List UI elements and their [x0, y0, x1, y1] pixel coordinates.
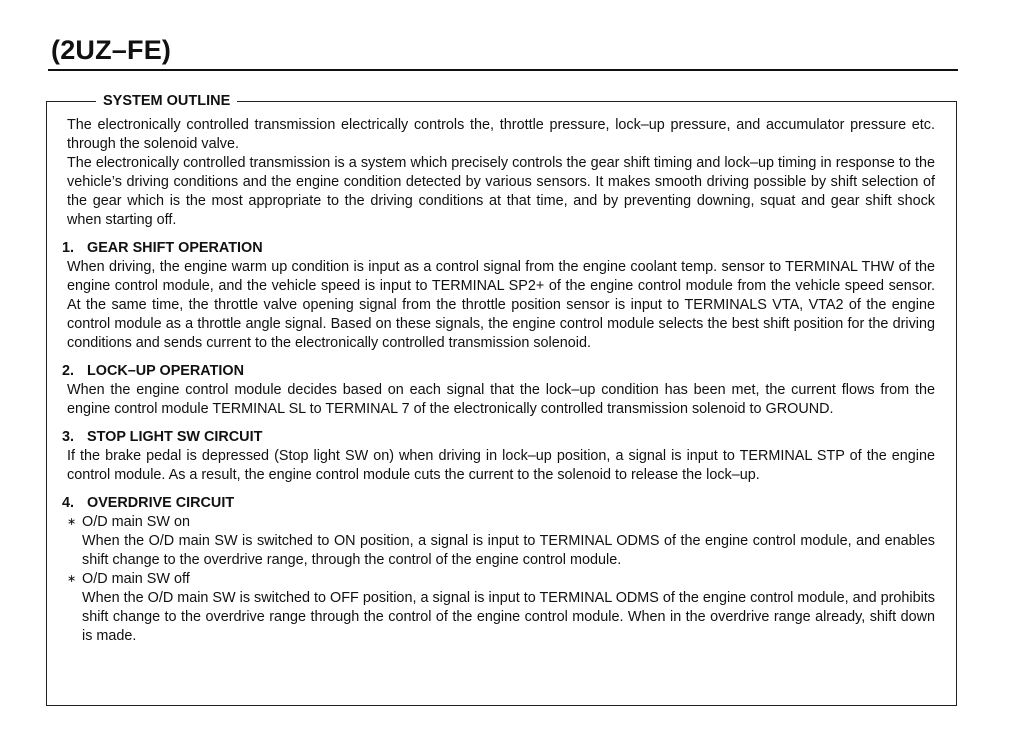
bullet-label: O/D main SW on: [82, 514, 190, 530]
intro-paragraph: The electronically controlled transmission electrically controls the, throttle pressure, lock–up pressure, and accumulator pressure etc. through the solenoid valve.: [67, 117, 935, 152]
section-heading: [62, 493, 935, 513]
page-title: (2UZ–FE): [51, 35, 172, 65]
section-title: OVERDRIVE CIRCUIT: [87, 495, 235, 511]
section-title: GEAR SHIFT OPERATION: [87, 240, 263, 256]
title-divider: [48, 69, 958, 71]
bullet-item-od-on: [67, 513, 935, 532]
asterisk-bullet-icon: ∗: [67, 573, 77, 585]
section-title: STOP LIGHT SW CIRCUIT: [87, 429, 263, 445]
section-title: LOCK–UP OPERATION: [87, 363, 244, 379]
intro-paragraph: The electronically controlled transmission is a system which precisely controls the gear shift timing and lock–up timing in response to the vehicle’s driving conditions and the engine condition detected by various sensors. It makes smooth driving possible by shift selection of the gear which is the most appropriate to the driving conditions at that time, and by preventing downing, squat and gear shift shock when starting off.: [67, 155, 935, 228]
bullet-label: O/D main SW off: [82, 571, 190, 587]
section-heading: [62, 238, 935, 258]
section-lock-up-operation: [62, 361, 935, 419]
section-gear-shift-operation: [62, 238, 935, 353]
asterisk-bullet-icon: ∗: [67, 516, 77, 528]
section-body: If the brake pedal is depressed (Stop light SW on) when driving in lock–up position, a signal is input to TERMINAL STP of the engine control module. As a result, the engine control module cuts the current to the solenoid to release the lock–up.: [67, 448, 935, 483]
section-heading: [62, 361, 935, 381]
section-number: 4.: [62, 495, 75, 511]
section-stop-light-sw-circuit: [62, 427, 935, 485]
bullet-item-od-off: [67, 570, 935, 589]
system-outline-heading: SYSTEM OUTLINE: [96, 91, 237, 111]
section-number: 1.: [62, 240, 75, 256]
section-number: 3.: [62, 429, 75, 445]
bullet-body: When the O/D main SW is switched to ON position, a signal is input to TERMINAL ODMS of the engine control module, and enables shift change to the overdrive range, through the control of the engine control module.: [82, 533, 935, 568]
section-overdrive-circuit: [62, 493, 935, 646]
section-body: When driving, the engine warm up condition is input as a control signal from the engine coolant temp. sensor to TERMINAL THW of the engine control module, and the vehicle speed is input to TERMINAL SP2+ of the engine control module from the vehicle speed sensor. At the same time, the throttle valve opening signal from the throttle position sensor is input to TERMINALS VTA, VTA2 of the engine control module as a throttle angle signal. Based on these signals, the engine control module selects the best shift position for the driving conditions and sends current to the electronically controlled transmission solenoid.: [67, 259, 935, 351]
section-body: When the engine control module decides based on each signal that the lock–up condition has been met, the current flows from the engine control module TERMINAL SL to TERMINAL 7 of the electronically controlled transmission solenoid to GROUND.: [67, 382, 935, 417]
system-outline-content: [62, 116, 935, 646]
section-number: 2.: [62, 363, 75, 379]
section-heading: [62, 427, 935, 447]
bullet-body: When the O/D main SW is switched to OFF position, a signal is input to TERMINAL ODMS of the engine control module, and prohibits shift change to the overdrive range through the control of the engine control module. When in the overdrive range already, shift down is made.: [82, 590, 935, 644]
